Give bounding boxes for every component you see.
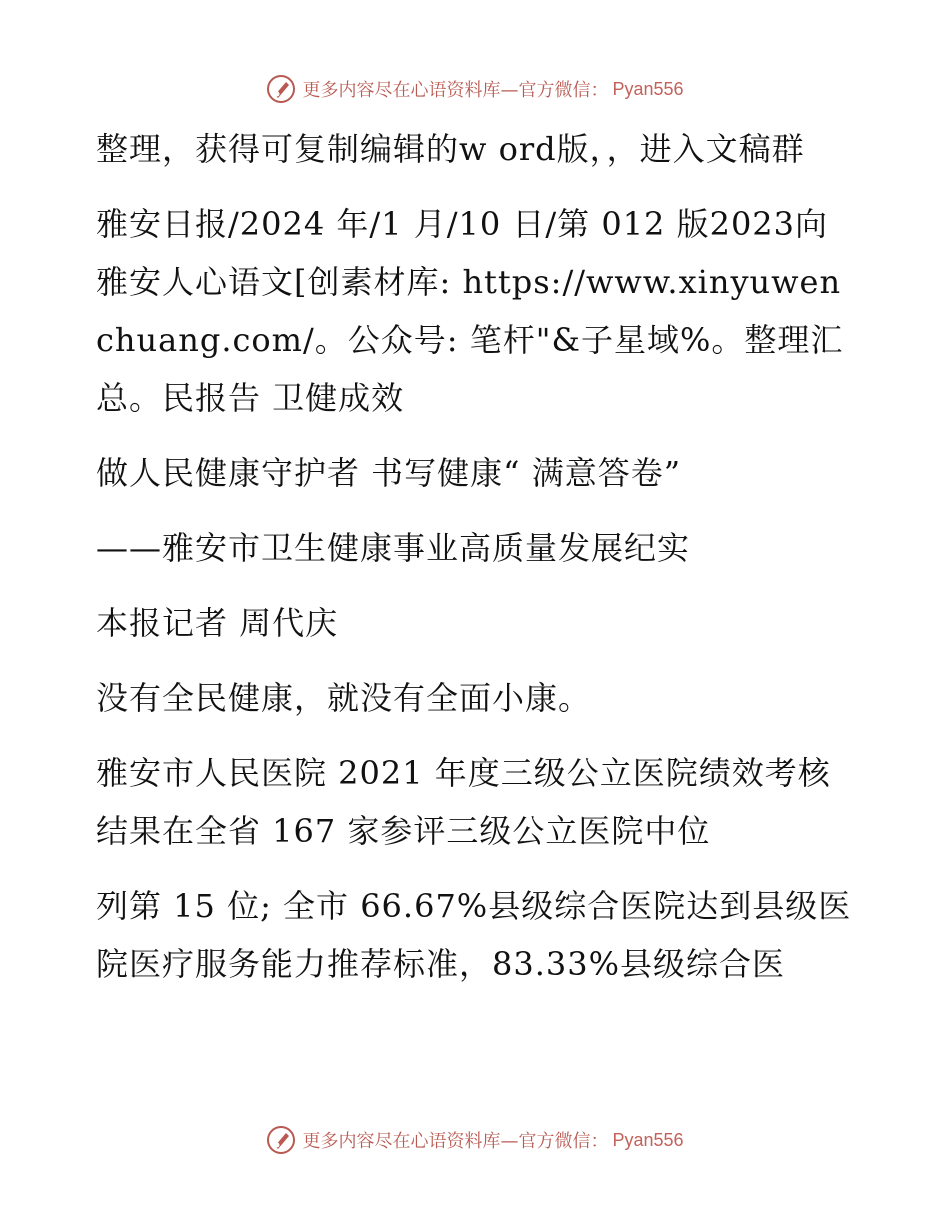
paragraph-2: 雅安日报/2024 年/1 月/10 日/第 012 版2023向雅安人心语文[创素材库: https://www.xinyuwenchuang.com/。公众号: 笔杆"&子星域%。整理汇总。民报告 卫健成效 xyxy=(96,205,844,417)
paragraph-1: 整理，获得可复制编辑的w ord版，，进入文稿群 xyxy=(96,130,805,168)
paragraph-7: 雅安市人民医院 2021 年度三级公立医院绩效考核结果在全省 167 家参评三级公立医院中位 xyxy=(96,754,831,850)
pen-logo-icon xyxy=(266,1125,296,1155)
header-watermark-text: 更多内容尽在心语资料库—官方微信： xyxy=(302,80,609,101)
footer-watermark-text: 更多内容尽在心语资料库—官方微信： xyxy=(302,1131,609,1152)
pen-logo-icon xyxy=(266,74,296,104)
paragraph-5: 本报记者 周代庆 xyxy=(96,604,339,642)
header-watermark-handle: Pyan556 xyxy=(612,78,684,99)
footer-watermark xyxy=(0,1123,950,1157)
paragraph-4: ——雅安市卫生健康事业高质量发展纪实 xyxy=(96,529,691,567)
document-body xyxy=(96,120,856,1010)
paragraph-8: 列第 15 位; 全市 66.67%县级综合医院达到县级医院医疗服务能力推荐标准，83.33%县级综合医 xyxy=(96,887,852,983)
footer-watermark-handle: Pyan556 xyxy=(612,1129,684,1150)
header-watermark xyxy=(0,72,950,106)
paragraph-6: 没有全民健康，就没有全面小康。 xyxy=(96,679,592,717)
paragraph-3: 做人民健康守护者 书写健康“ 满意答卷” xyxy=(96,454,682,492)
